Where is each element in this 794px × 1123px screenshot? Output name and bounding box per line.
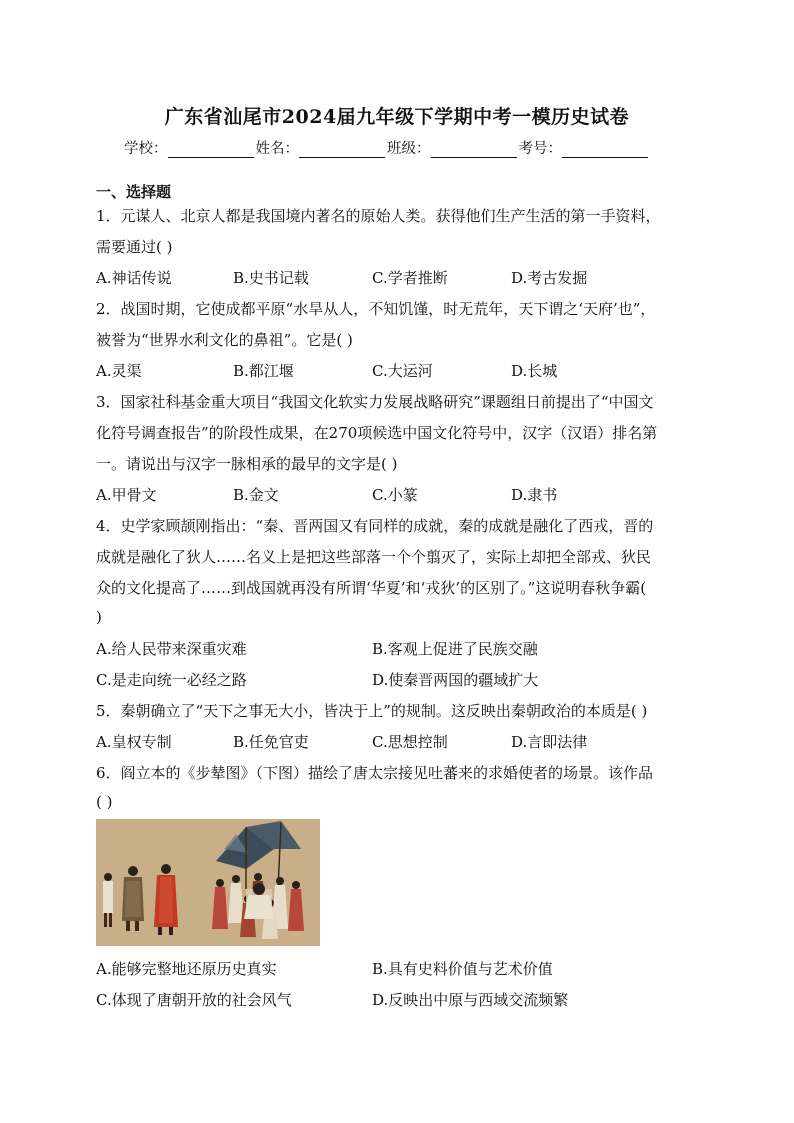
question-5-option-a[interactable]: A.皇权专制	[96, 733, 172, 751]
student-info-line	[124, 137, 650, 158]
question-5-option-c[interactable]: C.思想控制	[372, 733, 448, 751]
question-4-option-c[interactable]: C.是走向统一必经之路	[96, 671, 247, 689]
question-1-option-b[interactable]: B.史书记载	[233, 269, 309, 287]
question-1-option-d[interactable]: D.考古发掘	[511, 269, 588, 287]
question-3-line-2: 化符号调查报告”的阶段性成果，在270项候选中国文化符号中，汉字（汉语）排名第	[96, 424, 658, 442]
question-1-line-1: 1．元谋人、北京人都是我国境内著名的原始人类。获得他们生产生活的第一手资料，	[96, 207, 661, 225]
question-3-option-b[interactable]: B.金文	[233, 486, 279, 504]
question-2-line-2: 被誉为“世界水利文化的鼻祖”。它是( )	[96, 331, 353, 349]
question-6-line-2: ( )	[96, 793, 113, 811]
question-1-line-2: 需要通过( )	[96, 238, 173, 256]
name-blank[interactable]	[299, 142, 385, 158]
question-4-line-3: 众的文化提高了……到战国就再没有所谓‘华夏’和‘戎狄’的区别了。”这说明春秋争霸(	[96, 579, 647, 597]
question-3-line-3: 一。请说出与汉字一脉相承的最早的文字是( )	[96, 455, 398, 473]
question-4-line-4: )	[96, 608, 102, 626]
question-2-option-a[interactable]: A.灵渠	[96, 362, 142, 380]
question-4-line-2: 成就是融化了狄人……名义上是把这些部落一个个翦灭了，实际上却把全部戎、狄民	[96, 548, 652, 566]
class-blank[interactable]	[431, 142, 517, 158]
exam-no-label: 考号：	[518, 141, 562, 157]
question-3-option-c[interactable]: C.小篆	[372, 486, 418, 504]
exam-no-blank[interactable]	[562, 142, 648, 158]
question-5-option-b[interactable]: B.任免官吏	[233, 733, 309, 751]
question-6-option-b[interactable]: B.具有史料价值与艺术价值	[372, 960, 553, 978]
question-3-line-1: 3．国家社科基金重大项目“我国文化软实力发展战略研究”课题组日前提出了“中国文	[96, 393, 654, 411]
question-2-option-d[interactable]: D.长城	[511, 362, 558, 380]
question-4-line-1: 4．史学家顾颉刚指出：“秦、晋两国又有同样的成就，秦的成就是融化了西戎，晋的	[96, 517, 654, 535]
question-2-option-b[interactable]: B.都江堰	[233, 362, 294, 380]
question-1-option-a[interactable]: A.神话传说	[96, 269, 172, 287]
question-5-line-1: 5．秦朝确立了“天下之事无大小，皆决于上”的规制。这反映出秦朝政治的本质是( )	[96, 702, 648, 720]
question-6-line-1: 6．阎立本的《步辇图》（下图）描绘了唐太宗接见吐蕃来的求婚使者的场景。该作品	[96, 764, 654, 782]
section-heading: 一、选择题	[96, 183, 172, 201]
question-6-option-d[interactable]: D.反映出中原与西域交流频繁	[372, 991, 569, 1009]
question-4-option-b[interactable]: B.客观上促进了民族交融	[372, 640, 538, 658]
class-label: 班级：	[387, 141, 431, 157]
school-label: 学校：	[124, 141, 168, 157]
question-6-option-a[interactable]: A.能够完整地还原历史真实	[96, 960, 277, 978]
question-2-line-1: 2．战国时期，它使成都平原“水旱从人，不知饥馑，时无荒年，天下谓之‘天府’也”，	[96, 300, 656, 318]
question-1-option-c[interactable]: C.学者推断	[372, 269, 448, 287]
name-label: 姓名：	[255, 141, 299, 157]
question-3-option-d[interactable]: D.隶书	[511, 486, 558, 504]
school-blank[interactable]	[168, 142, 254, 158]
question-2-option-c[interactable]: C.大运河	[372, 362, 433, 380]
question-3-option-a[interactable]: A.甲骨文	[96, 486, 157, 504]
exam-title: 广东省汕尾市2024届九年级下学期中考一模历史试卷	[164, 106, 630, 128]
question-4-option-a[interactable]: A.给人民带来深重灾难	[96, 640, 247, 658]
question-4-option-d[interactable]: D.使秦晋两国的疆域扩大	[372, 671, 539, 689]
question-5-option-d[interactable]: D.言即法律	[511, 733, 588, 751]
painting-image	[96, 819, 320, 946]
question-6-option-c[interactable]: C.体现了唐朝开放的社会风气	[96, 991, 292, 1009]
